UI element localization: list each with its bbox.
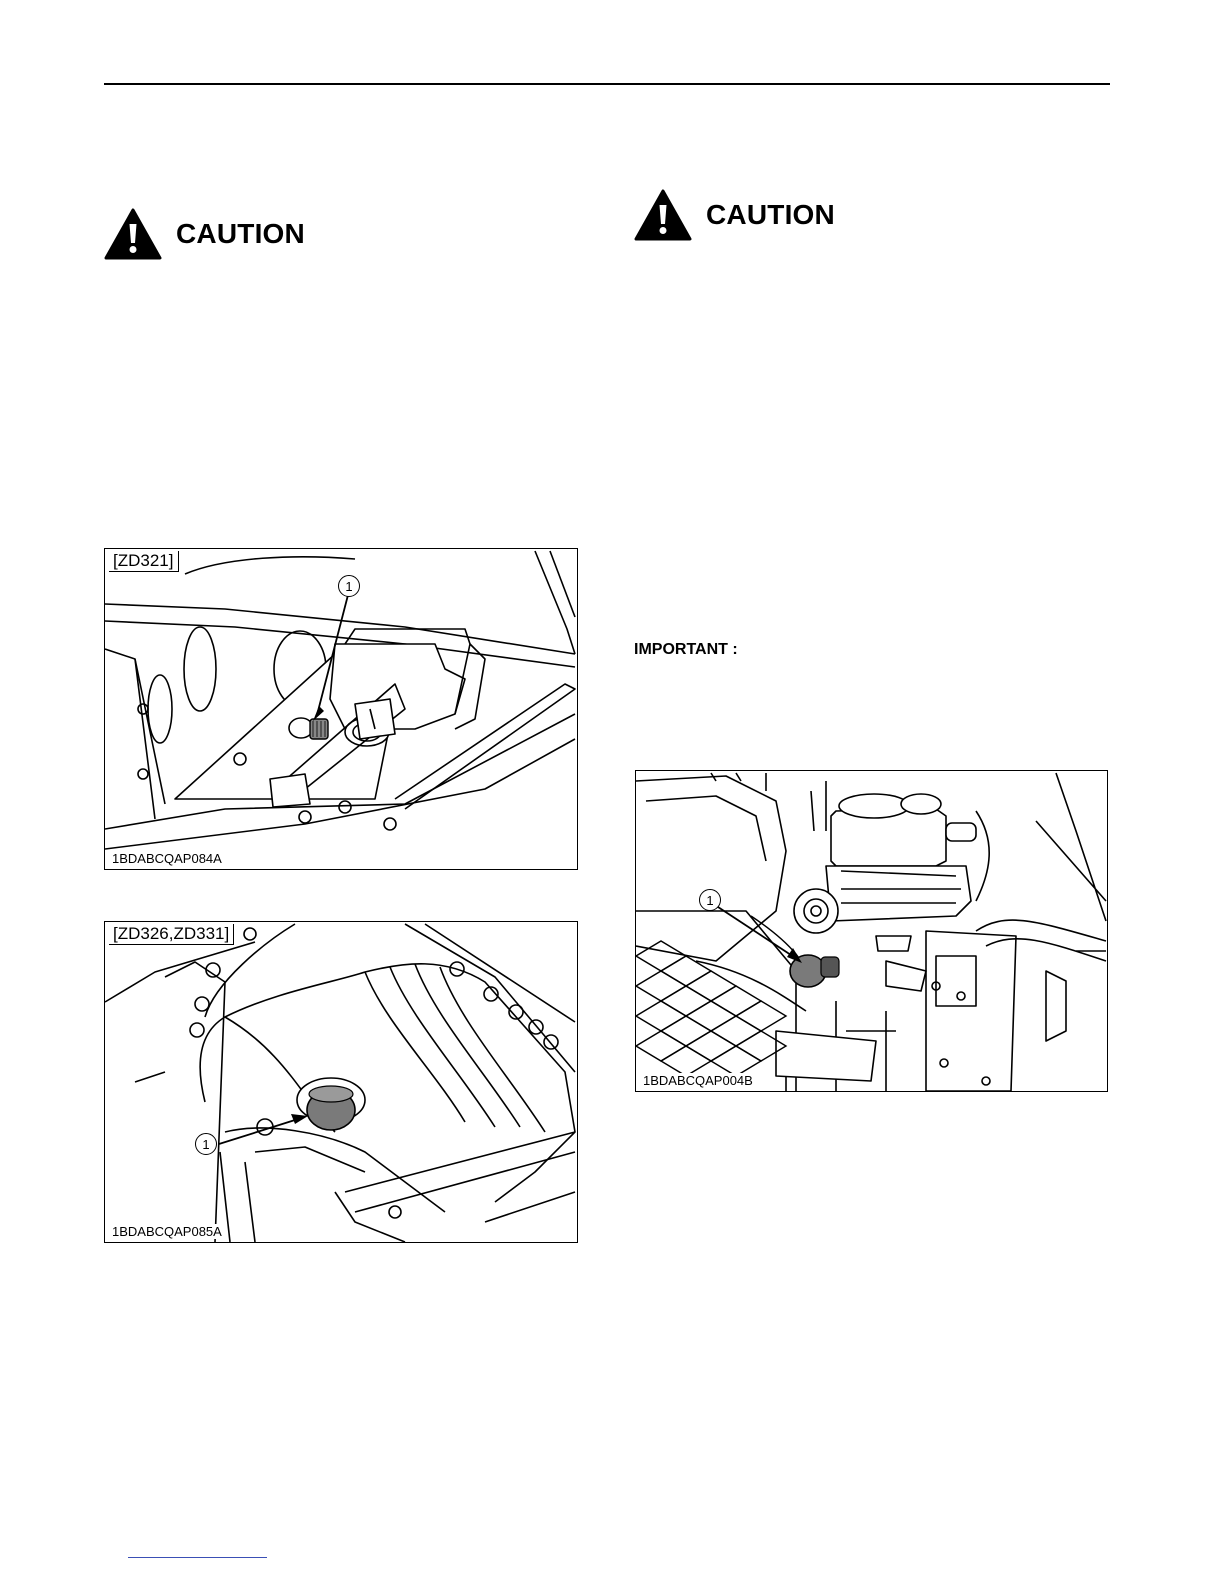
- caution-heading-right: [634, 189, 835, 241]
- engine-illustration: [636, 771, 1107, 1091]
- figure-code: 1BDABCQAP004B: [643, 1073, 753, 1088]
- header-rule: [104, 83, 1110, 85]
- footer-link-underline: [128, 1557, 267, 1558]
- figure-zd321: [104, 548, 578, 870]
- figure-code: 1BDABCQAP085A: [112, 1224, 222, 1239]
- callout-marker: 1: [699, 889, 721, 911]
- important-label: IMPORTANT :: [634, 641, 738, 658]
- warning-triangle-icon: [104, 208, 162, 260]
- figure-zd326-zd331: [104, 921, 578, 1243]
- model-tag: [ ZD321 ]: [109, 551, 179, 572]
- callout-marker: 1: [338, 575, 360, 597]
- caution-heading-left: [104, 208, 305, 260]
- callout-marker: 1: [195, 1133, 217, 1155]
- caution-label: CAUTION: [176, 218, 305, 249]
- figure-code: 1BDABCQAP084A: [112, 851, 222, 866]
- oil-drain-illustration: [105, 922, 577, 1242]
- oil-drain-illustration: [105, 549, 577, 869]
- model-tag: [ ZD326,ZD331 ]: [109, 924, 234, 945]
- figure-engine: [635, 770, 1108, 1092]
- caution-label: CAUTION: [706, 199, 835, 230]
- warning-triangle-icon: [634, 189, 692, 241]
